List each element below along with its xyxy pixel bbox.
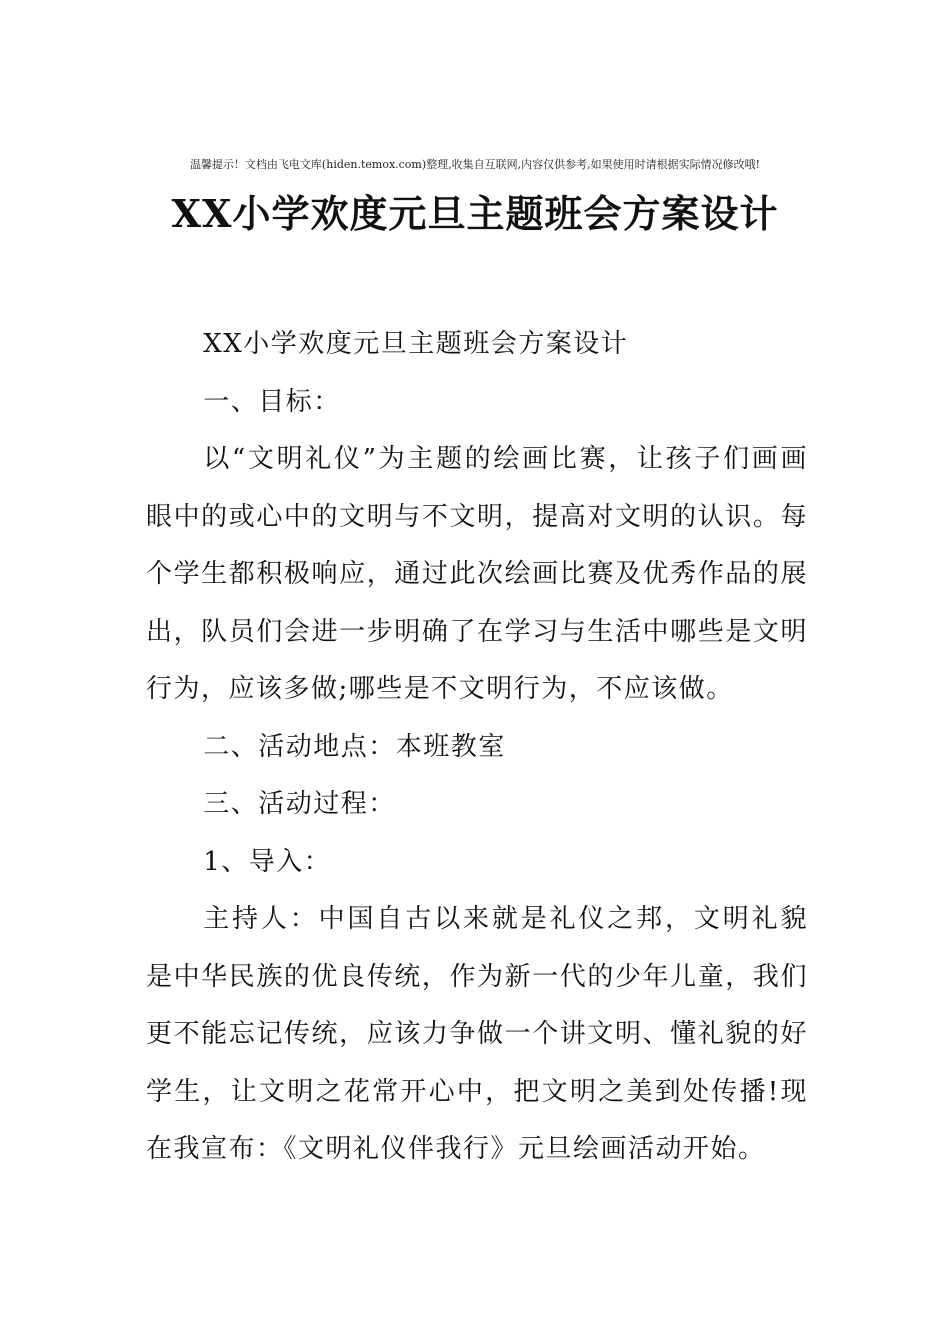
objective-paragraph: 以“文明礼仪”为主题的绘画比赛，让孩子们画画眼中的或心中的文明与不文明，提高对文明的认识。每个学生都积极响应，通过此次绘画比赛及优秀作品的展出，队员们会进一步明确了在学习与生活中哪些是文明行为，应该多做;哪些是不文明行为，不应该做。 <box>146 444 808 704</box>
source-notice: 温馨提示！文档由飞电文库(hiden.temox.com)整理,收集自互联网,内容仅供参考,如果使用时请根据实际情况修改哦! <box>189 158 761 171</box>
host-speech-paragraph: 主持人：中国自古以来就是礼仪之邦，文明礼貌是中华民族的优良传统，作为新一代的少年儿童，我们更不能忘记传统，应该力争做一个讲文明、懂礼貌的好学生，让文明之花常开心中，把文明之美到处传播!现在我宣布：《文明礼仪伴我行》元旦绘画活动开始。 <box>146 904 808 1164</box>
document-title: XX小学欢度元旦主题班会方案设计 <box>171 191 779 236</box>
section-objective-heading: 一、目标： <box>203 386 341 417</box>
document-body <box>146 316 808 1179</box>
section-process-heading: 三、活动过程： <box>203 789 396 819</box>
section-location-heading: 二、活动地点：本班教室 <box>203 731 506 762</box>
step-intro-heading: 1、导入： <box>203 846 332 877</box>
subtitle-paragraph: XX小学欢度元旦主题班会方案设计 <box>203 329 629 359</box>
